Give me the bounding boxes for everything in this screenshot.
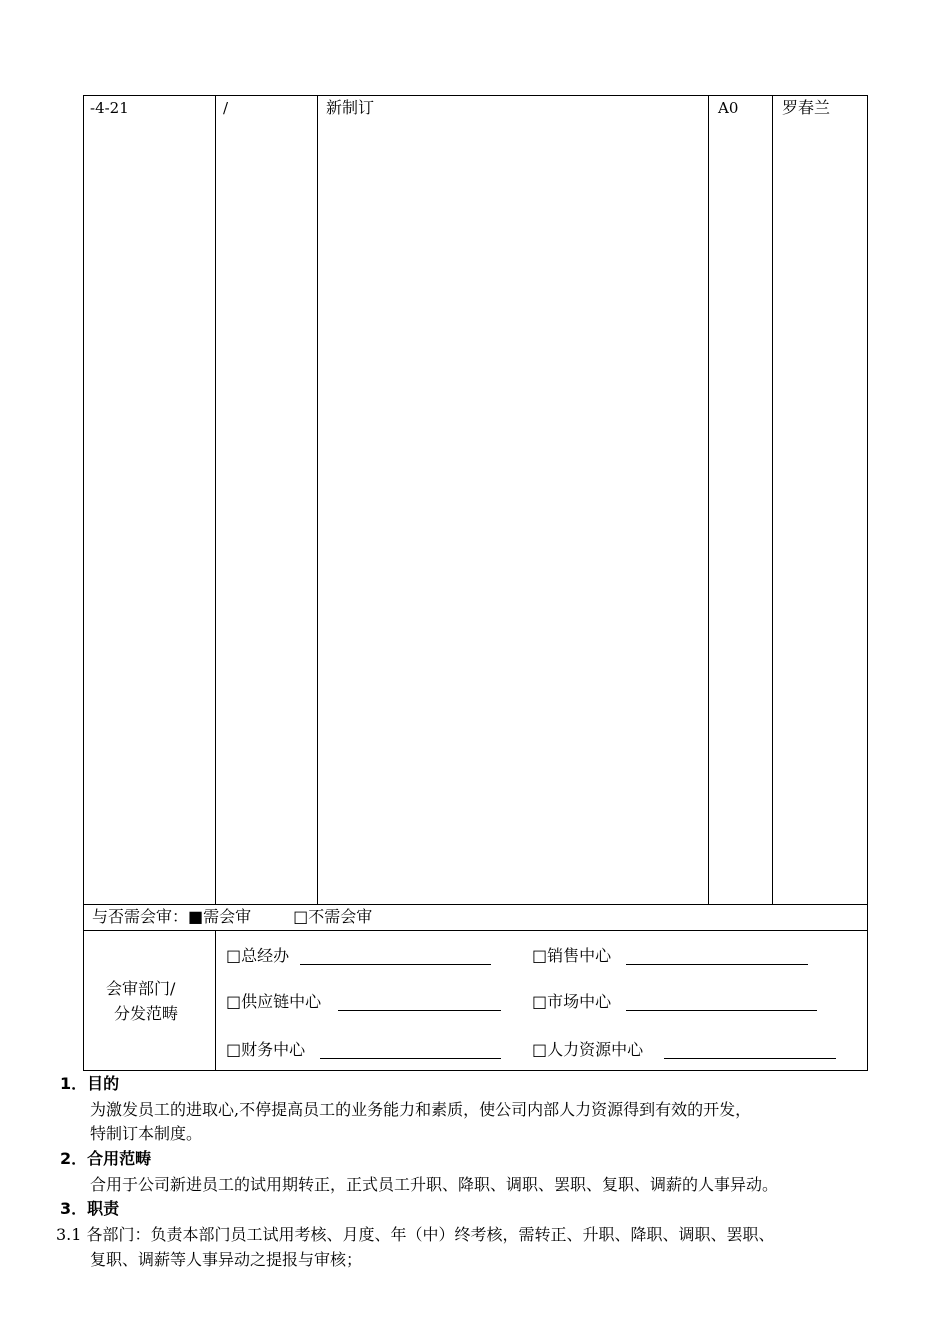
revision-content: 新制订 <box>326 98 375 117</box>
table-border-right <box>867 95 868 1071</box>
dept-checkbox-hr-center[interactable]: □人力资源中心 <box>532 1040 644 1059</box>
section-2-title: 2．合用范畴 <box>60 1149 152 1168</box>
section-1-text-line1: 为激发员工的进取心,不停提高员工的业务能力和素质，使公司内部人力资源得到有效的开发， <box>90 1100 752 1119</box>
review-not-required-label: 不需会审 <box>308 907 373 926</box>
signature-line <box>626 964 808 965</box>
signature-line <box>320 1058 501 1059</box>
dept-checkbox-finance-center[interactable]: □财务中心 <box>226 1040 306 1059</box>
signature-line <box>626 1010 817 1011</box>
section-3-1-text-line1: 3.1 各部门：负责本部门员工试用考核、月度、年（中）终考核，需转正、升职、降职、调职、罢职、 <box>56 1225 775 1244</box>
review-required-checkbox[interactable]: ■ <box>188 907 204 926</box>
review-not-required-checkbox[interactable]: □ <box>293 907 309 926</box>
revision-date: -4-21 <box>90 99 129 117</box>
table-col-divider <box>772 95 773 904</box>
signature-line <box>664 1058 836 1059</box>
distribution-label-line1: 会审部门/ <box>106 979 176 998</box>
revision-slash: / <box>223 99 229 117</box>
table-border-bottom <box>83 1070 868 1071</box>
dept-checkbox-sales-center[interactable]: □销售中心 <box>532 946 612 965</box>
table-border-top <box>83 95 868 96</box>
table-row-divider <box>83 930 868 931</box>
checkbox-icon: □ <box>226 946 242 965</box>
dept-checkbox-marketing-center[interactable]: □市场中心 <box>532 992 612 1011</box>
section-2-text-line1: 合用于公司新进员工的试用期转正，正式员工升职、降职、调职、罢职、复职、调薪的人事异动。 <box>90 1175 779 1194</box>
table-border-left <box>83 95 84 1071</box>
section-1-text-line2: 特制订本制度。 <box>90 1124 203 1143</box>
section-3-title: 3．职责 <box>60 1199 120 1218</box>
section-1-title: 1．目的 <box>60 1074 120 1093</box>
review-question: 与否需会审： <box>92 907 189 926</box>
table-col-divider <box>317 95 318 904</box>
dept-checkbox-supply-chain[interactable]: □供应链中心 <box>226 992 322 1011</box>
review-row <box>92 907 372 927</box>
table-row-divider <box>83 904 868 905</box>
revision-version: A0 <box>718 99 739 117</box>
table-col-divider <box>215 930 216 1070</box>
review-required-label: 需会审 <box>203 907 252 926</box>
checkbox-icon: □ <box>532 946 548 965</box>
dept-checkbox-general-office[interactable]: □总经办 <box>226 946 290 965</box>
checkbox-icon: □ <box>226 992 242 1011</box>
checkbox-icon: □ <box>532 1040 548 1059</box>
section-3-1-text-line2: 复职、调薪等人事异动之提报与审核； <box>90 1250 363 1269</box>
checkbox-icon: □ <box>532 992 548 1011</box>
revision-author: 罗春兰 <box>782 98 831 117</box>
signature-line <box>300 964 491 965</box>
distribution-label-line2: 分发范畴 <box>114 1004 179 1023</box>
table-col-divider <box>215 95 216 904</box>
table-col-divider <box>708 95 709 904</box>
checkbox-icon: □ <box>226 1040 242 1059</box>
signature-line <box>338 1010 501 1011</box>
